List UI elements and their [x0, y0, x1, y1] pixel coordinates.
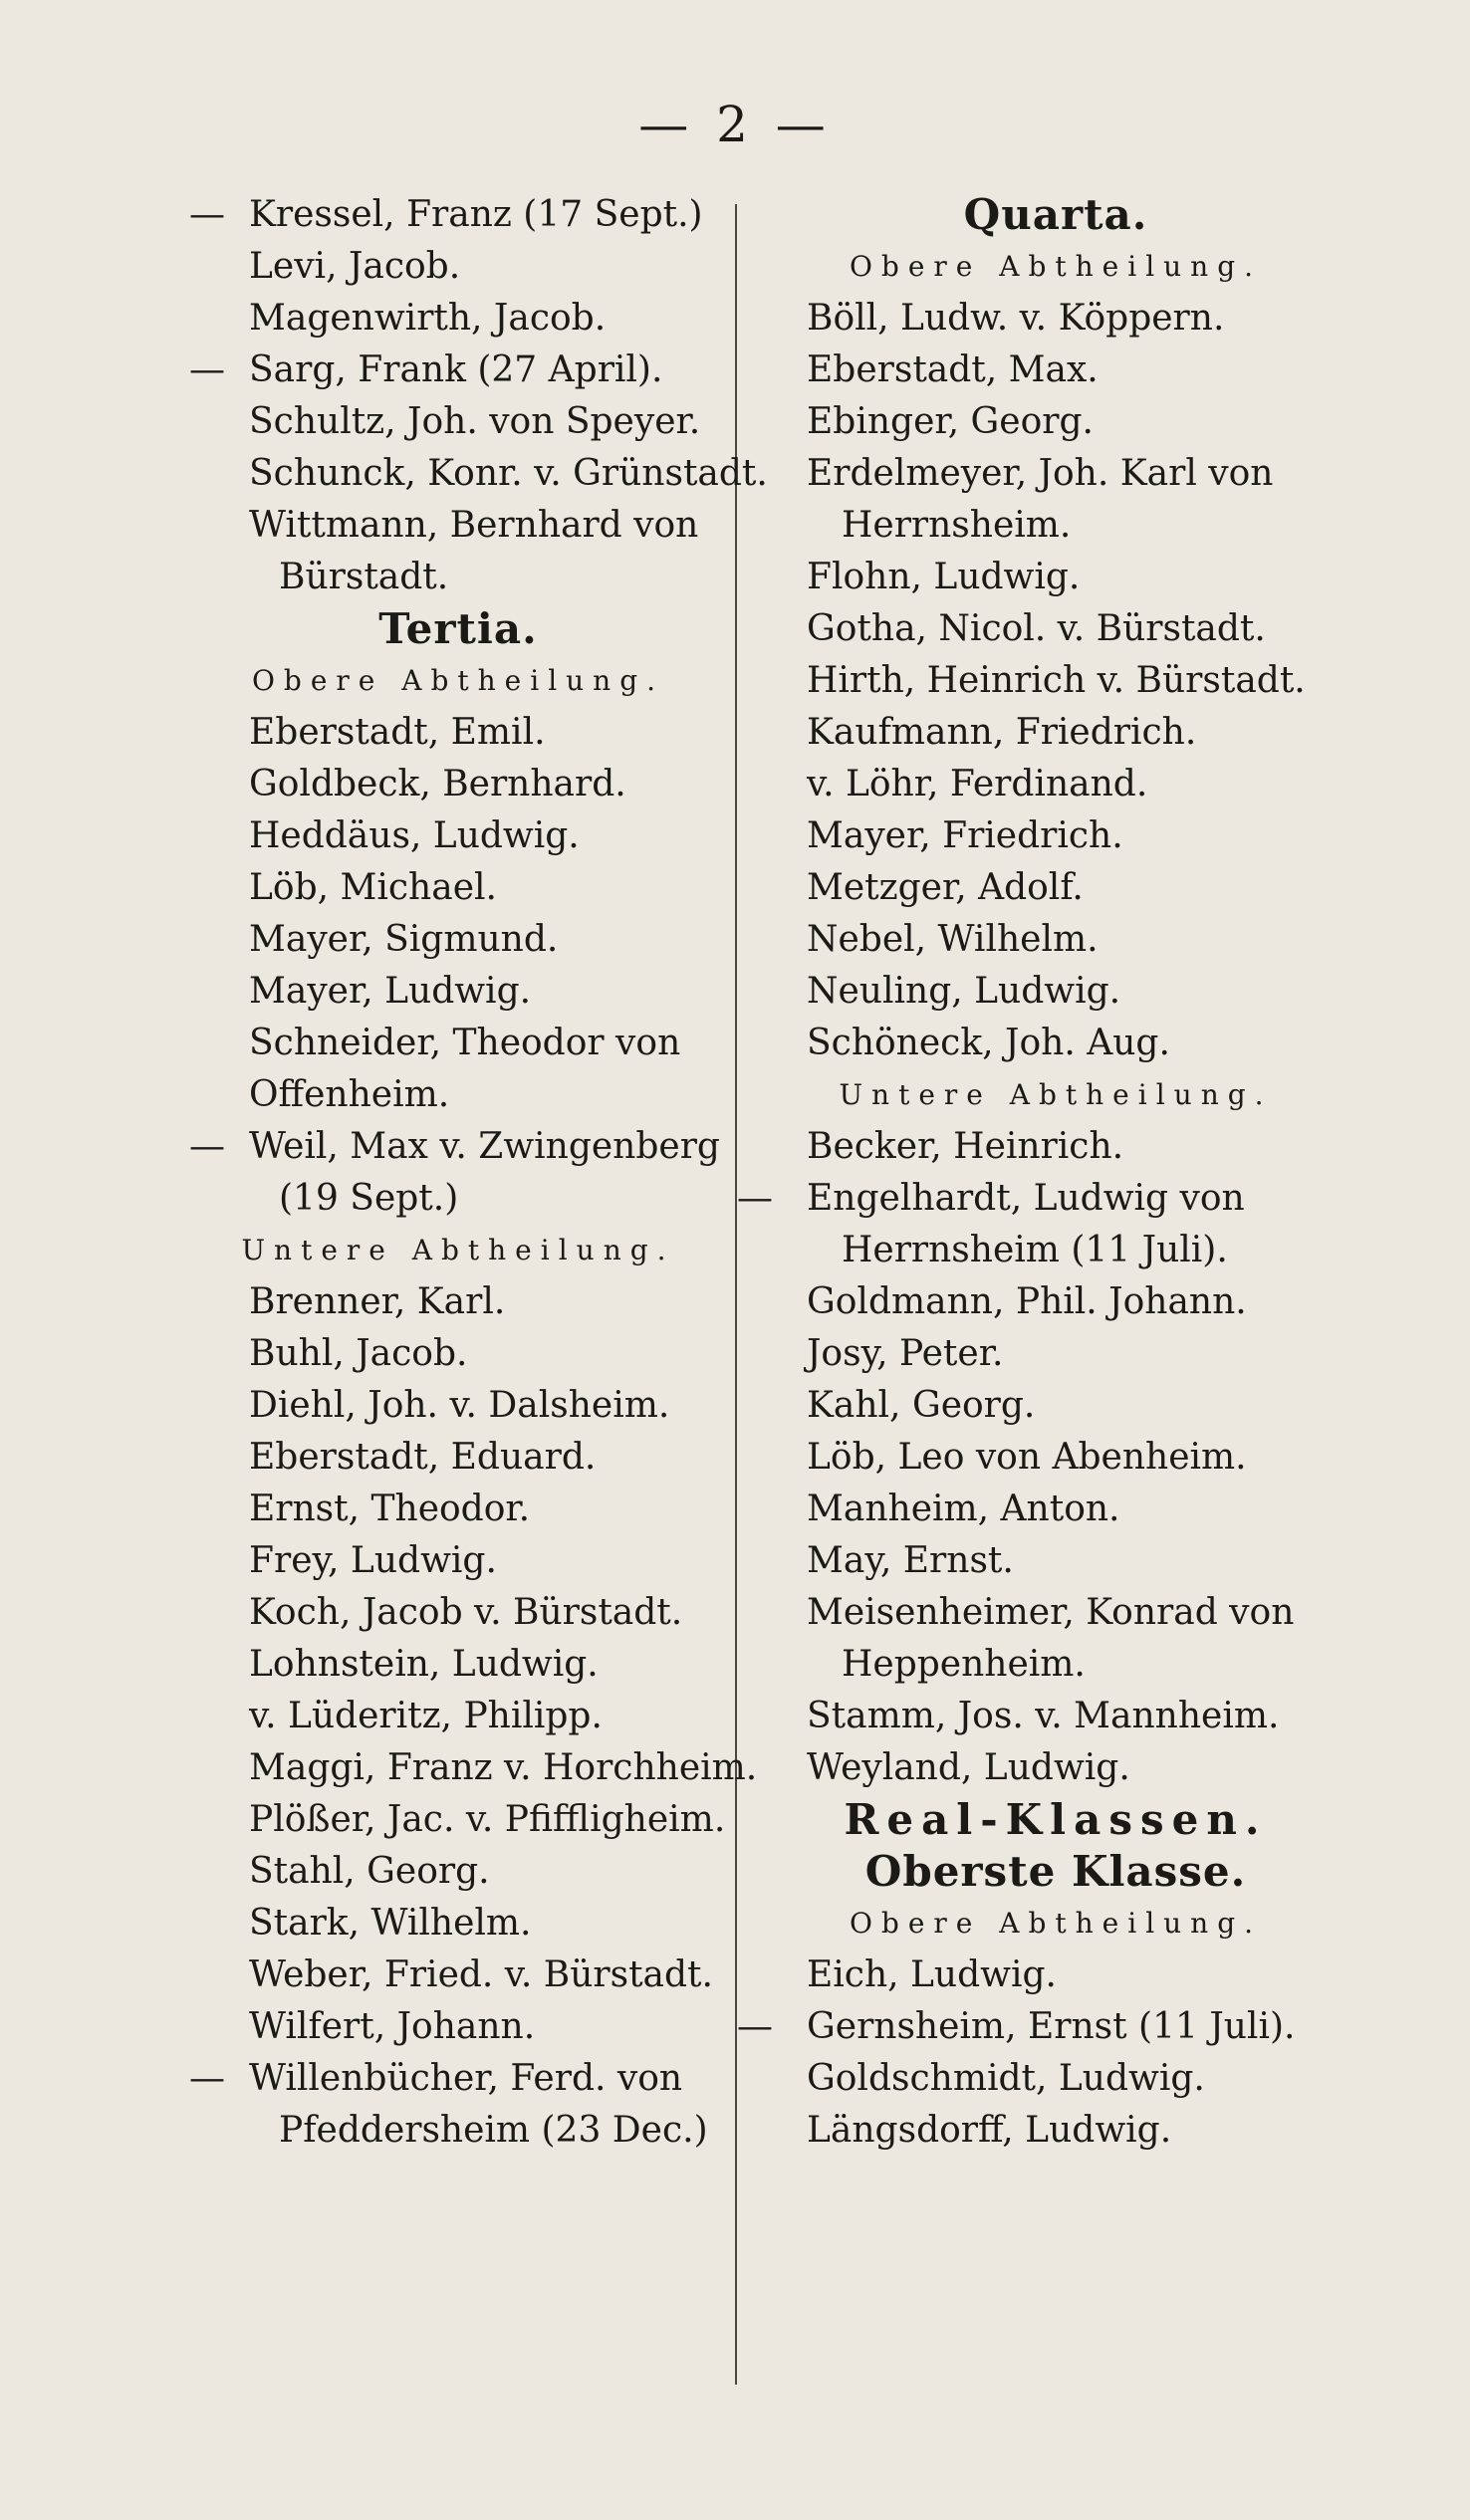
list-item: Mayer, Ludwig. — [249, 971, 532, 1012]
list-item: Goldschmidt, Ludwig. — [807, 2058, 1205, 2099]
page-number: — 2 — — [638, 96, 832, 153]
list-item: Kahl, Georg. — [807, 1385, 1036, 1426]
list-item: Löb, Michael. — [249, 867, 497, 908]
list-item: v. Lüderitz, Philipp. — [249, 1696, 603, 1736]
list-item: Hirth, Heinrich v. Bürstadt. — [807, 660, 1306, 701]
section-heading-quarta: Quarta. — [963, 190, 1148, 239]
list-item: Heddäus, Ludwig. — [249, 815, 580, 856]
list-item: Meisenheimer, Konrad von — [807, 1592, 1295, 1633]
subsection-label: Obere Abtheilung. — [849, 250, 1263, 283]
list-item: Brenner, Karl. — [249, 1281, 506, 1322]
subsection-label: Obere Abtheilung. — [251, 664, 665, 697]
list-item: Levi, Jacob. — [249, 246, 461, 287]
dash-mark: — — [189, 194, 225, 235]
list-item: Stark, Wilhelm. — [249, 1903, 532, 1944]
list-item: Mayer, Friedrich. — [807, 815, 1123, 856]
list-item: Ebinger, Georg. — [807, 401, 1094, 442]
list-item: Josy, Peter. — [807, 1333, 1004, 1374]
list-item: Offenheim. — [249, 1074, 450, 1115]
list-item: Diehl, Joh. v. Dalsheim. — [249, 1385, 670, 1426]
list-item: v. Löhr, Ferdinand. — [807, 764, 1148, 804]
list-item: Böll, Ludw. v. Köppern. — [807, 298, 1225, 339]
list-item: Goldmann, Phil. Johann. — [807, 1281, 1247, 1322]
list-item: Magenwirth, Jacob. — [249, 298, 607, 339]
list-item: Metzger, Adolf. — [807, 867, 1084, 908]
list-item: Ernst, Theodor. — [249, 1489, 531, 1529]
left-column — [189, 189, 768, 2157]
list-item: (19 Sept.) — [279, 1178, 459, 1219]
list-item: — Engelhardt, Ludwig von — [777, 1173, 1335, 1225]
list-item: Herrnsheim. — [842, 505, 1072, 546]
section-heading-tertia: Tertia. — [378, 604, 538, 653]
dash-mark: — — [737, 1178, 773, 1219]
column-divider — [735, 204, 737, 2385]
subsection-label: Untere Abtheilung. — [839, 1078, 1273, 1111]
list-item: — Gernsheim, Ernst (11 Juli). — [777, 2001, 1335, 2053]
list-item: Mayer, Sigmund. — [249, 919, 559, 960]
section-heading-real-klassen: Real-Klassen. — [844, 1795, 1268, 1844]
dash-mark: — — [189, 2058, 225, 2099]
list-item: Wilfert, Johann. — [249, 2006, 536, 2047]
list-item: Wittmann, Bernhard von — [249, 505, 699, 546]
list-item: Herrnsheim (11 Juli). — [842, 1230, 1228, 1270]
list-item: Buhl, Jacob. — [249, 1333, 468, 1374]
list-item: — Sarg, Frank (27 April). — [189, 344, 727, 396]
subsection-label: Untere Abtheilung. — [241, 1234, 675, 1266]
list-item: Eberstadt, Emil. — [249, 712, 546, 753]
list-item: Maggi, Franz v. Horchheim. — [249, 1747, 758, 1788]
list-item: Koch, Jacob v. Bürstadt. — [249, 1592, 683, 1633]
list-item: Eberstadt, Eduard. — [249, 1437, 597, 1478]
list-item: Schunck, Konr. v. Grünstadt. — [249, 453, 768, 494]
list-item: Weyland, Ludwig. — [807, 1747, 1130, 1788]
list-item: Stamm, Jos. v. Mannheim. — [807, 1696, 1280, 1736]
dash-mark: — — [737, 2006, 773, 2047]
list-item: Schultz, Joh. von Speyer. — [249, 401, 701, 442]
right-column — [737, 189, 1335, 2157]
list-item: Plößer, Jac. v. Pfiffligheim. — [249, 1799, 726, 1840]
list-item: Neuling, Ludwig. — [807, 971, 1121, 1012]
list-item: Becker, Heinrich. — [807, 1126, 1124, 1167]
list-item: Erdelmeyer, Joh. Karl von — [807, 453, 1274, 494]
list-item: Gotha, Nicol. v. Bürstadt. — [807, 608, 1266, 649]
list-item: Schöneck, Joh. Aug. — [807, 1023, 1170, 1063]
list-item: — Kressel, Franz (17 Sept.) — [189, 189, 727, 241]
section-heading-oberste-klasse: Oberste Klasse. — [864, 1847, 1247, 1896]
list-item: Heppenheim. — [842, 1644, 1086, 1685]
list-item: Lohnstein, Ludwig. — [249, 1644, 599, 1685]
list-item: Goldbeck, Bernhard. — [249, 764, 626, 804]
subsection-label: Obere Abtheilung. — [849, 1907, 1263, 1940]
list-item: Manheim, Anton. — [807, 1489, 1120, 1529]
list-item: Eich, Ludwig. — [807, 1954, 1057, 1995]
list-item: Löb, Leo von Abenheim. — [807, 1437, 1247, 1478]
list-item: Weber, Fried. v. Bürstadt. — [249, 1954, 713, 1995]
list-item: Stahl, Georg. — [249, 1851, 490, 1892]
list-item: — Willenbücher, Ferd. von — [189, 2053, 727, 2105]
dash-mark: — — [189, 349, 225, 390]
list-item: May, Ernst. — [807, 1540, 1014, 1581]
list-item: — Weil, Max v. Zwingenberg — [189, 1121, 727, 1173]
list-item: Eberstadt, Max. — [807, 349, 1099, 390]
list-item: Frey, Ludwig. — [249, 1540, 497, 1581]
list-item: Bürstadt. — [279, 557, 449, 597]
list-item: Flohn, Ludwig. — [807, 557, 1081, 597]
list-item: Nebel, Wilhelm. — [807, 919, 1099, 960]
list-item: Längsdorff, Ludwig. — [807, 2110, 1172, 2151]
dash-mark: — — [189, 1126, 225, 1167]
list-item: Pfeddersheim (23 Dec.) — [279, 2110, 708, 2151]
list-item: Kaufmann, Friedrich. — [807, 712, 1197, 753]
list-item: Schneider, Theodor von — [249, 1023, 681, 1063]
